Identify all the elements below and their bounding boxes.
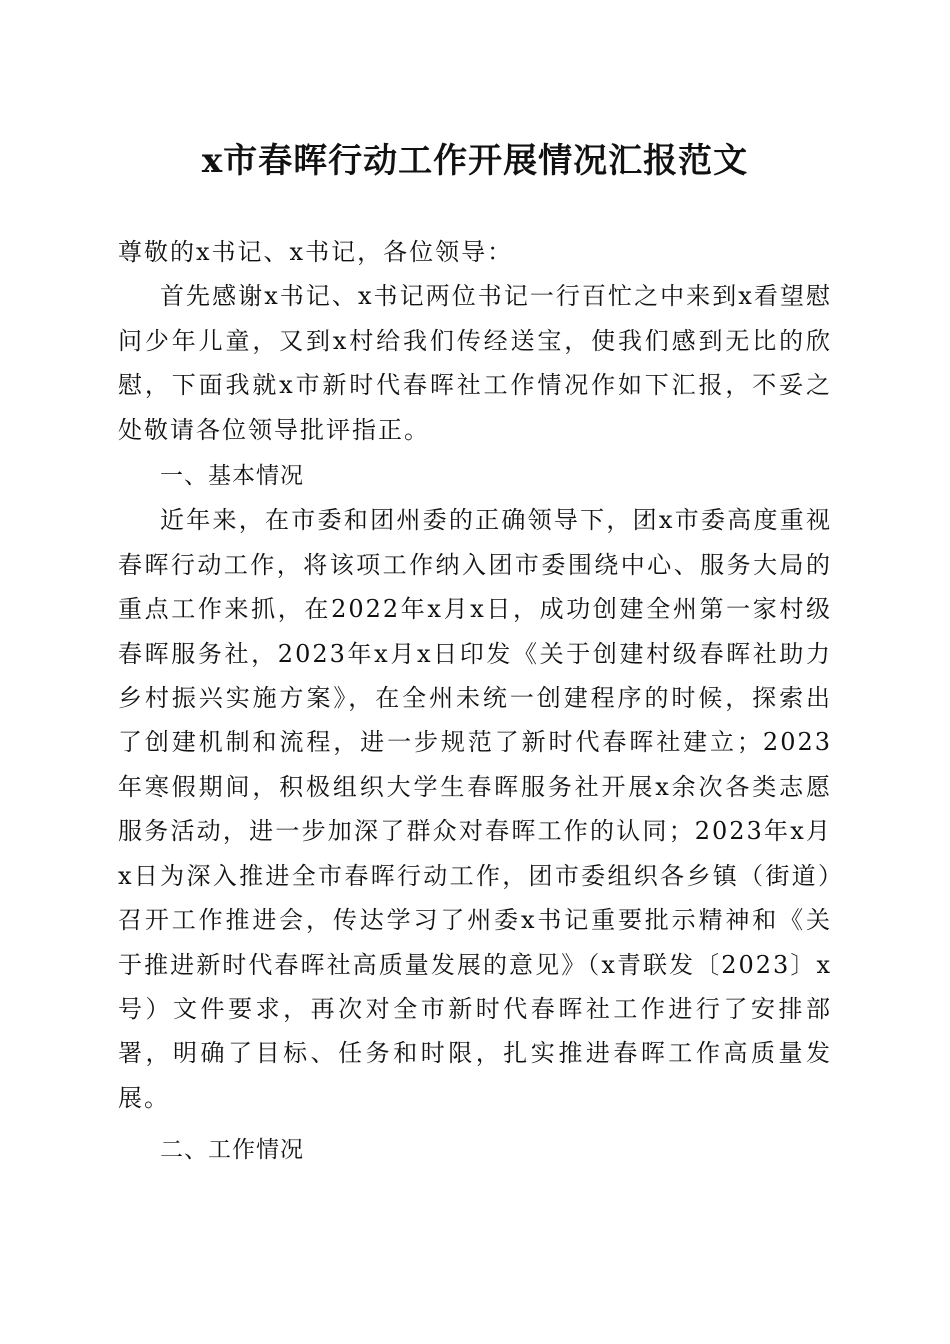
salutation: 尊敬的x书记、x书记，各位领导： xyxy=(118,238,514,266)
document-body xyxy=(118,230,832,1173)
basic-situation-paragraph: 近年来，在市委和团州委的正确领导下，团x市委高度重视春晖行动工作，将该项工作纳入团市委围绕中心、服务大局的重点工作来抓，在2022年x月x日，成功创建全州第一家村级春晖服务社，2023年x月x日印发《关于创建村级春晖社助力乡村振兴实施方案》，在全州未统一创建程序的时候，探索出了创建机制和流程，进一步规范了新时代春晖社建立；2023年寒假期间，积极组织大学生春晖服务社开展x余次各类志愿服务活动，进一步加深了群众对春晖工作的认同；2023年x月x日为深入推进全市春晖行动工作，团市委组织各乡镇（街道）召开工作推进会，传达学习了州委x书记重要批示精神和《关于推进新时代春晖社高质量发展的意见》（x青联发〔2023〕x号）文件要求，再次对全市新时代春晖社工作进行了安排部署，明确了目标、任务和时限，扎实推进春晖工作高质量发展。 xyxy=(118,506,832,1112)
document-title: x市春晖行动工作开展情况汇报范文 xyxy=(201,141,749,181)
intro-paragraph: 首先感谢x书记、x书记两位书记一行百忙之中来到x看望慰问少年儿童，又到x村给我们传经送宝，使我们感到无比的欣慰，下面我就x市新时代春晖社工作情况作如下汇报，不妥之处敬请各位领导批评指正。 xyxy=(118,282,832,444)
section-heading-basic: 一、基本情况 xyxy=(160,463,304,490)
section-heading-work: 二、工作情况 xyxy=(160,1137,304,1164)
